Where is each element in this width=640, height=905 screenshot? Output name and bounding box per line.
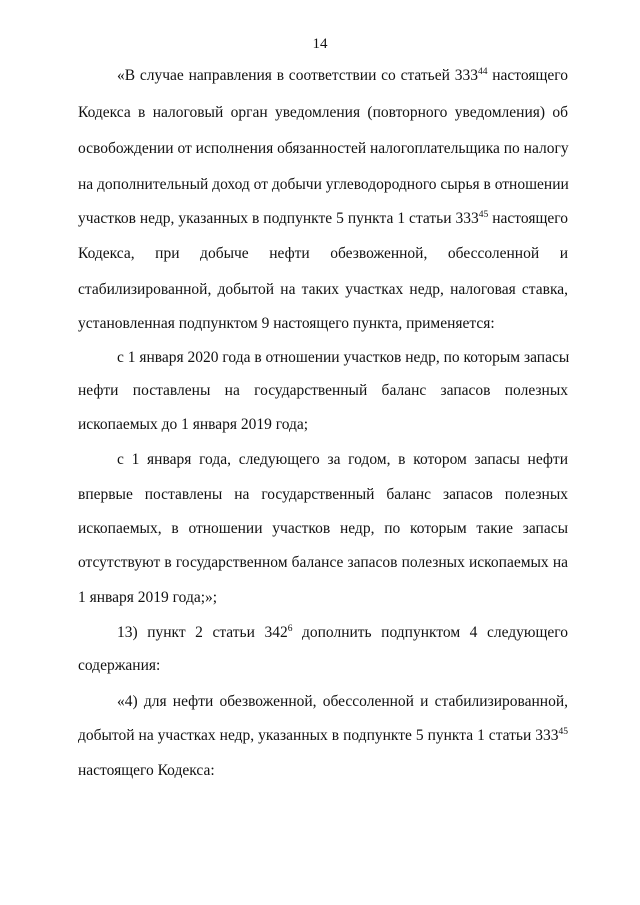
text-line: нефти поставлены на государственный баланс запасов полезных — [78, 382, 568, 399]
text-line: стабилизированной, добытой на таких участках недр, налоговая ставка, — [78, 281, 568, 298]
text-line: добытой на участках недр, указанных в подпункте 5 пункта 1 статьи $333^{45}$ — [78, 727, 568, 744]
superscript: 45 — [478, 210, 489, 220]
text-line: впервые поставлены на государственный баланс запасов полезных — [78, 486, 568, 503]
text-line: с 1 января 2020 года в отношении участков недр, по которым запасы — [117, 349, 570, 366]
text-line: ископаемых до 1 января 2019 года; — [78, 416, 309, 433]
text-line: содержания: — [78, 657, 161, 674]
superscript: 45 — [558, 727, 568, 737]
text-line: «4) для нефти обезвоженной, обессоленной и стабилизированной, — [117, 693, 568, 710]
text-line: «В случае направления в соответствии со статьей $333^{44}$ настоящего — [117, 67, 568, 84]
text-line: участков недр, указанных в подпункте 5 пункта 1 статьи $333^{45}$ настоящего — [78, 210, 568, 227]
text-line: отсутствуют в государственном балансе запасов полезных ископаемых на — [78, 554, 568, 571]
page-number: 14 — [312, 36, 328, 52]
text-line: ископаемых, в отношении участков недр, по которым такие запасы — [78, 520, 568, 537]
text-line: с 1 января года, следующего за годом, в котором запасы нефти — [117, 451, 568, 468]
text-line: освобождении от исполнения обязанностей налогоплательщика по налогу — [78, 140, 569, 157]
text-line: 13) пункт 2 статьи $342^6$ дополнить подпунктом 4 следующего — [117, 624, 569, 641]
text-line: 1 января 2019 года;»; — [78, 589, 218, 606]
superscript: 44 — [477, 67, 488, 77]
text-line: Кодекса в налоговый орган уведомления (повторного уведомления) об — [78, 104, 568, 121]
text-line: настоящего Кодекса: — [78, 762, 215, 779]
text-line: установленная подпунктом 9 настоящего пункта, применяется: — [78, 315, 495, 332]
text-line: Кодекса, при добыче нефти обезвоженной, обессоленной и — [78, 245, 568, 262]
text-line: на дополнительный доход от добычи углеводородного сырья в отношении — [78, 176, 569, 193]
superscript: 6 — [287, 624, 293, 634]
